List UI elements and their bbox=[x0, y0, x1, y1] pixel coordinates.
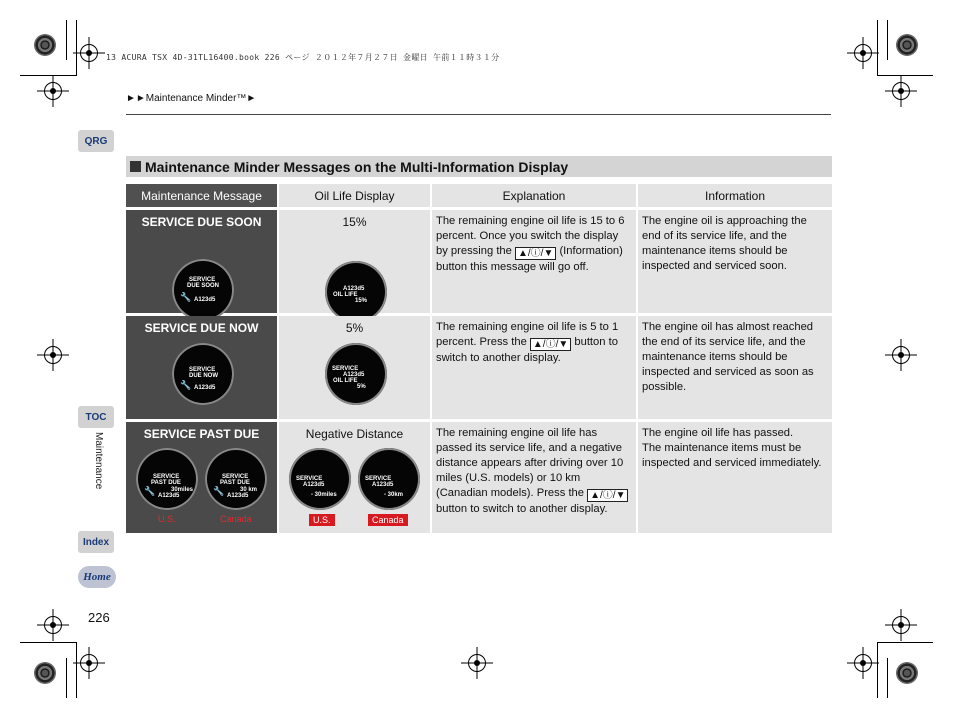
oil-display-screen bbox=[325, 261, 387, 323]
table-row-information bbox=[638, 210, 832, 313]
display-screen bbox=[136, 448, 198, 510]
information-text: The engine oil is approaching the end of its service life, and the maintenance items should be inspected and serviced soon. bbox=[642, 215, 807, 272]
explanation-text: The remaining engine oil life has passed its service life, and a negative distance appears after driving over 10 miles (U.S. models) or 10 km (Canadian models). Press the ▲/ⓘ/▼ button to switch to another display. bbox=[436, 426, 632, 517]
screen-distance: 30miles bbox=[171, 487, 194, 493]
square-bullet-icon bbox=[130, 161, 141, 172]
screen-line: SERVICE bbox=[189, 367, 216, 373]
region-label: U.S. bbox=[158, 514, 176, 524]
table-row-oil bbox=[279, 422, 430, 533]
section-title: Maintenance Minder Messages on the Multi-Information Display bbox=[145, 158, 569, 175]
screen-code: A123d5 bbox=[194, 385, 216, 391]
information-text: The engine oil has almost reached the end of its service life, and the maintenance items should be inspected and serviced as soon as possible. bbox=[642, 321, 814, 393]
screen-line: OIL LIFE bbox=[333, 292, 358, 298]
home-tab[interactable]: Home bbox=[78, 566, 116, 588]
information-text: The engine oil life has passed. The maintenance items must be inspected and serviced immediately. bbox=[642, 427, 822, 469]
oil-display-screen bbox=[325, 343, 387, 405]
screen-code: A123d5 bbox=[158, 493, 180, 499]
screen-line: PAST DUE bbox=[220, 480, 250, 486]
header-explanation: Explanation bbox=[432, 184, 636, 207]
toc-tab[interactable]: TOC bbox=[78, 406, 114, 428]
wrench-icon: 🔧 bbox=[180, 381, 192, 391]
wrench-icon: 🔧 bbox=[213, 487, 225, 497]
qrg-tab[interactable]: QRG bbox=[78, 130, 114, 152]
table-row-explanation bbox=[432, 210, 636, 313]
region-badge: U.S. bbox=[309, 514, 335, 526]
color-target-icon bbox=[34, 34, 56, 56]
table-row-explanation bbox=[432, 316, 636, 419]
screen-line: DUE NOW bbox=[189, 373, 218, 379]
color-target-icon bbox=[896, 662, 918, 684]
display-screen bbox=[205, 448, 267, 510]
screen-value: 5% bbox=[357, 384, 366, 390]
table-row-information bbox=[638, 316, 832, 419]
info-button-icon: ▲/ⓘ/▼ bbox=[515, 247, 556, 260]
screen-line: OIL LIFE bbox=[333, 378, 358, 384]
screen-distance: 30 km bbox=[240, 487, 258, 493]
screen-line: SERVICE bbox=[365, 476, 392, 482]
message-title: SERVICE DUE SOON bbox=[141, 215, 262, 229]
display-screen bbox=[172, 259, 234, 321]
screen-line: SERVICE bbox=[332, 366, 359, 372]
section-heading bbox=[126, 156, 832, 177]
screen-line: DUE SOON bbox=[187, 283, 220, 289]
oil-life-value: 15% bbox=[342, 215, 367, 229]
screen-value: 15% bbox=[355, 298, 368, 304]
screen-line: PAST DUE bbox=[151, 480, 181, 486]
region-badge: Canada bbox=[368, 514, 408, 526]
explanation-text: The remaining engine oil life is 15 to 6 percent. Once you switch the display by pressing the ▲/ⓘ/▼ (Information) button this message will go off. bbox=[436, 215, 625, 273]
display-screen bbox=[172, 343, 234, 405]
chapter-label: Maintenance bbox=[93, 432, 104, 490]
info-button-icon: ▲/ⓘ/▼ bbox=[587, 489, 628, 502]
screen-line: SERVICE bbox=[296, 476, 323, 482]
oil-life-value: Negative Distance bbox=[305, 427, 404, 441]
table-row-message bbox=[126, 316, 277, 419]
screen-code: A123d5 bbox=[343, 286, 365, 292]
oil-display-screen bbox=[358, 448, 420, 510]
page-number: 226 bbox=[88, 610, 110, 625]
breadcrumb[interactable]: ►►Maintenance Minder™► bbox=[126, 93, 257, 104]
screen-code: A123d5 bbox=[343, 372, 365, 378]
table-row-information bbox=[638, 422, 832, 533]
header-oil-life-display: Oil Life Display bbox=[279, 184, 430, 207]
oil-display-screen bbox=[289, 448, 351, 510]
screen-code: A123d5 bbox=[227, 493, 249, 499]
table-row-oil bbox=[279, 316, 430, 419]
table-row-message bbox=[126, 422, 277, 533]
wrench-icon: 🔧 bbox=[180, 293, 192, 303]
explanation-text: The remaining engine oil life is 5 to 1 percent. Press the ▲/ⓘ/▼ button to switch to another display. bbox=[436, 321, 619, 364]
screen-distance: - 30miles bbox=[311, 492, 337, 498]
screen-distance: - 30km bbox=[384, 492, 404, 498]
table-row-explanation bbox=[432, 422, 636, 533]
header-rule bbox=[126, 114, 831, 115]
screen-code: A123d5 bbox=[303, 482, 325, 488]
info-button-icon: ▲/ⓘ/▼ bbox=[530, 338, 571, 351]
table-row-oil bbox=[279, 210, 430, 313]
table-row-message bbox=[126, 210, 277, 313]
header-maintenance-message: Maintenance Message bbox=[126, 184, 277, 207]
screen-line: SERVICE bbox=[153, 474, 180, 480]
index-tab[interactable]: Index bbox=[78, 531, 114, 553]
header-information: Information bbox=[638, 184, 832, 207]
color-target-icon bbox=[896, 34, 918, 56]
region-label: Canada bbox=[220, 514, 252, 524]
message-title: SERVICE PAST DUE bbox=[143, 427, 260, 441]
oil-life-value: 5% bbox=[345, 321, 364, 335]
screen-code: A123d5 bbox=[372, 482, 394, 488]
message-title: SERVICE DUE NOW bbox=[144, 321, 259, 335]
print-header: 13 ACURA TSX 4D-31TL16400.book 226 ページ ２０１２年７月２７日 金曜日 午前１１時３１分 bbox=[106, 53, 500, 62]
screen-line: SERVICE bbox=[222, 474, 249, 480]
screen-code: A123d5 bbox=[194, 297, 216, 303]
wrench-icon: 🔧 bbox=[144, 487, 156, 497]
screen-line: SERVICE bbox=[189, 277, 216, 283]
color-target-icon bbox=[34, 662, 56, 684]
